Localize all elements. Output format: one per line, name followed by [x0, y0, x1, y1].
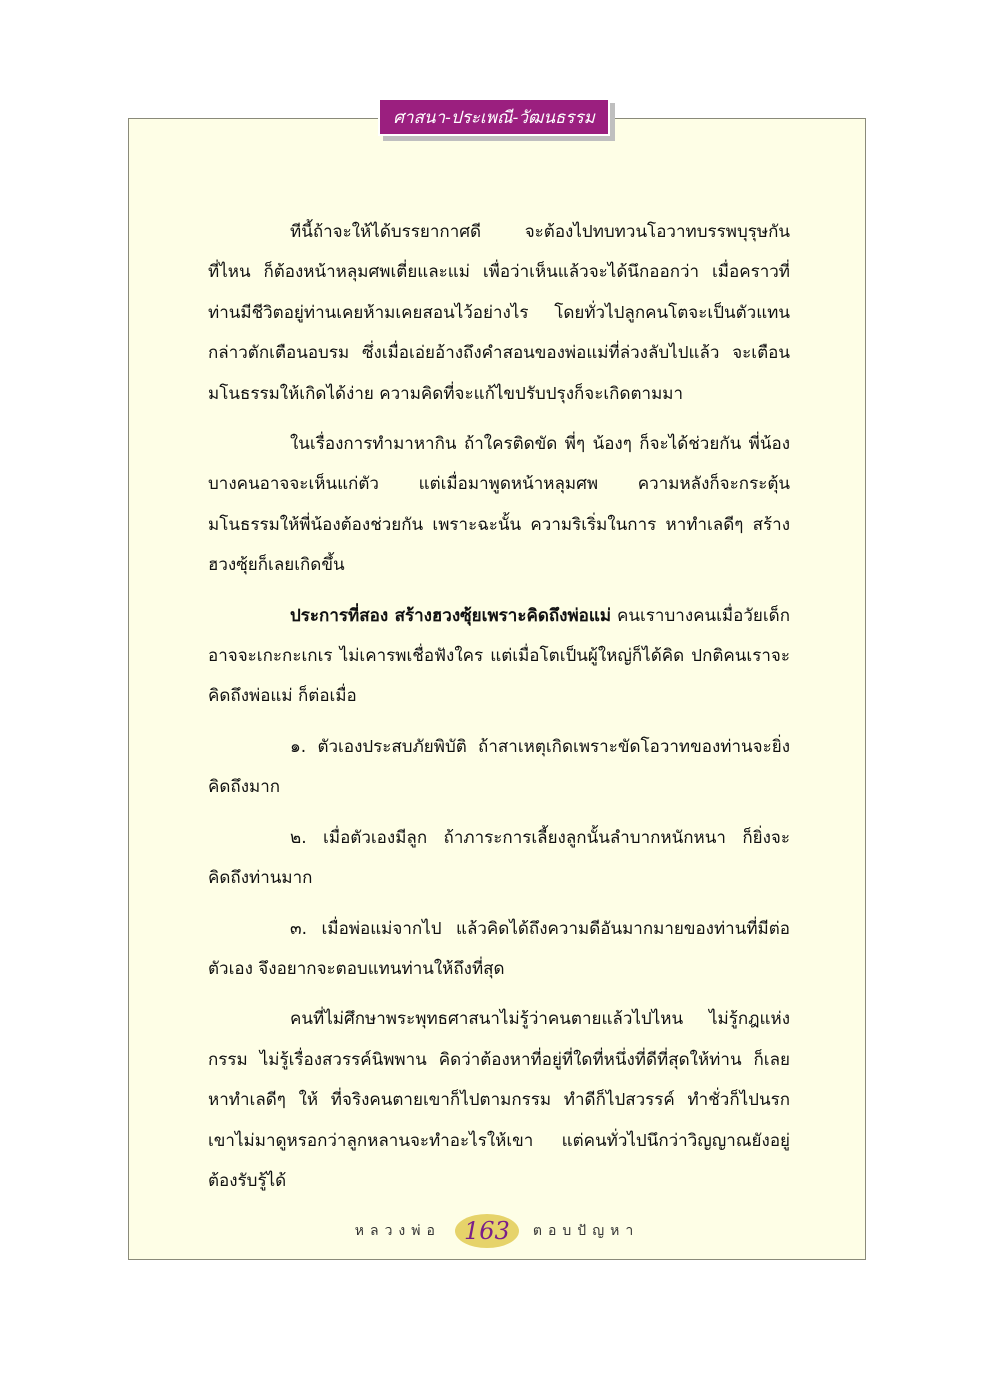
list-item-3: ๓. เมื่อพ่อแม่จากไป แล้วคิดได้ถึงความดีอันมากมายของท่านที่มีต่อตัวเอง จึงอยากจะตอบแทนท่านให้ถึงที่สุด: [208, 918, 790, 979]
paragraph-2: ในเรื่องการทำมาหากิน ถ้าใครติดขัด พี่ๆ น้องๆ ก็จะได้ช่วยกัน พี่น้องบางคนอาจจะเห็นแก่ตัว แต่เมื่อมาพูดหน้าหลุมศพ ความหลังก็จะกระตุ้นมโนธรรมให้พี่น้องต้องช่วยกัน เพราะฉะนั้น ความริเริ่มในการ หาทำเลดีๆ สร้างฮวงซุ้ยก็เลยเกิดขึ้น: [208, 434, 790, 576]
paragraph-3: [208, 596, 790, 717]
list-item-2: ๒. เมื่อตัวเองมีลูก ถ้าภาระการเลี้ยงลูกนั้นลำบากหนักหนา ก็ยิ่งจะคิดถึงท่านมาก: [208, 827, 790, 889]
list-item-1: ๑. ตัวเองประสบภัยพิบัติ ถ้าสาเหตุเกิดเพราะขัดโอวาทของท่านจะยิ่งคิดถึงมาก: [208, 736, 790, 798]
paragraph-1: ทีนี้ถ้าจะให้ได้บรรยากาศดี จะต้องไปทบทวนโอวาทบรรพบุรุษกันที่ไหน ก็ต้องหน้าหลุมศพเตี่ยและแม่ เพื่อว่าเห็นแล้วจะได้นึกออกว่า เมื่อคราวที่ท่านมีชีวิตอยู่ท่านเคยห้ามเคยสอนไว้อย่างไร โดยทั่วไปลูกคนโตจะเป็นตัวแทนกล่าวตักเตือนอบรม ซึ่งเมื่อเอ่ยอ้างถึงคำสอนของพ่อแม่ที่ล่วงลับไปแล้ว จะเตือนมโนธรรมให้เกิดได้ง่าย ความคิดที่จะแก้ไขปรับปรุงก็จะเกิดตามมา: [208, 222, 790, 404]
paragraph-3-text: คนเราบางคนเมื่อวัยเด็กอาจจะเกะกะเกเร ไม่เคารพเชื่อฟังใคร แต่เมื่อโตเป็นผู้ใหญ่ก็ได้คิด ปกติคนเราจะคิดถึงพ่อแม่ ก็ต่อเมื่อ: [208, 605, 790, 707]
paragraph-3-bold-lead: ประการที่สอง สร้างฮวงซุ้ยเพราะคิดถึงพ่อแม่: [290, 605, 612, 626]
body-text: [208, 212, 790, 1201]
section-title: ศาสนา-ประเพณี-วัฒนธรรม: [378, 98, 610, 136]
page-number-badge: [455, 1214, 519, 1248]
footer-right-label: ตอบปัญหา: [532, 1223, 640, 1239]
footer-left-label: หลวงพ่อ: [354, 1223, 441, 1239]
closing-paragraph: คนที่ไม่ศึกษาพระพุทธศาสนาไม่รู้ว่าคนตายแล้วไปไหน ไม่รู้กฎแห่งกรรม ไม่รู้เรื่องสวรรค์นิพพาน คิดว่าต้องหาที่อยู่ที่ใดที่หนึ่งที่ดีที่สุดให้ท่าน ก็เลยหาทำเลดีๆ ให้ ที่จริงคนตายเขาก็ไปตามกรรม ทำดีก็ไปสวรรค์ ทำชั่วก็ไปนรก เขาไม่มาดูหรอกว่าลูกหลานจะทำอะไรให้เขา แต่คนทั่วไปนึกว่าวิญญาณยังอยู่ต้องรับรู้ได้: [208, 1009, 790, 1191]
page-footer: [128, 1214, 866, 1248]
page-number: 163: [464, 1217, 510, 1245]
